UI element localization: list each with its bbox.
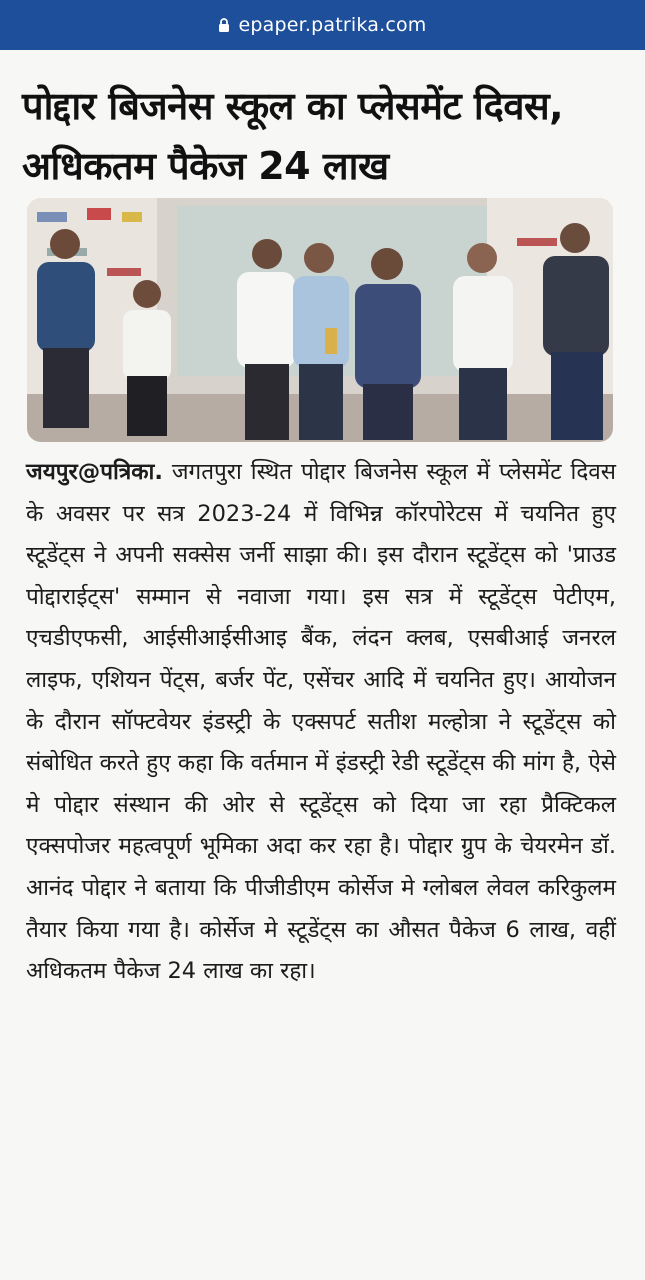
article-body (26, 452, 616, 993)
lock-icon (218, 18, 230, 32)
browser-address-bar[interactable] (0, 0, 645, 50)
newspaper-clipping (0, 50, 645, 1280)
article-photo (27, 198, 613, 442)
article-text: जगतपुरा स्थित पोद्दार बिजनेस स्कूल में प्लेसमेंट दिवस के अवसर पर सत्र 2023-24 में विभिन्न कॉरपोरेटस में चयनित हुए स्टूडेंट्स ने अपनी सक्सेस जर्नी साझा की। इस दौरान स्टूडेंट्स को 'प्राउड पोद्दाराईट्स' सम्मान से नवाजा गया। इस सत्र में स्टूडेंट्स पेटीएम, एचडीएफसी, आईसीआईसीआइ बैंक, लंदन क्लब, एसबीआई जनरल लाइफ, एशियन पेंट्स, बर्जर पेंट, एसेंचर आदि में चयनित हुए। आयोजन के दौरान सॉफ्टवेयर इंडस्ट्री के एक्सपर्ट सतीश मल्होत्रा ने स्टूडेंट्स को संबोधित करते हुए कहा कि वर्तमान में इंडस्ट्री रेडी स्टूडेंट्स की मांग है, ऐसे मे पोद्दार संस्थान की ओर से स्टूडेंट्स को दिया जा रहा प्रैक्टिकल एक्सपोजर महत्वपूर्ण भूमिका अदा कर रहा है। पोद्दार ग्रुप के चेयरमेन डॉ. आनंद पोद्दार ने बताया कि पीजीडीएम कोर्सेज मे ग्लोबल लेवल करिकुलम तैयार किया गया है। कोर्सेज मे स्टूडेंट्स का औसत पैकेज 6 लाख, वहीं अधिकतम पैकेज 24 लाख का रहा। (26, 459, 616, 985)
article-headline: पोद्दार बिजनेस स्कूल का प्लेसमेंट दिवस, अधिकतम पैकेज 24 लाख (22, 84, 564, 188)
url-text: epaper.patrika.com (238, 14, 427, 36)
url-display[interactable] (218, 14, 426, 36)
article-dateline: जयपुर@पत्रिका. (26, 459, 163, 485)
